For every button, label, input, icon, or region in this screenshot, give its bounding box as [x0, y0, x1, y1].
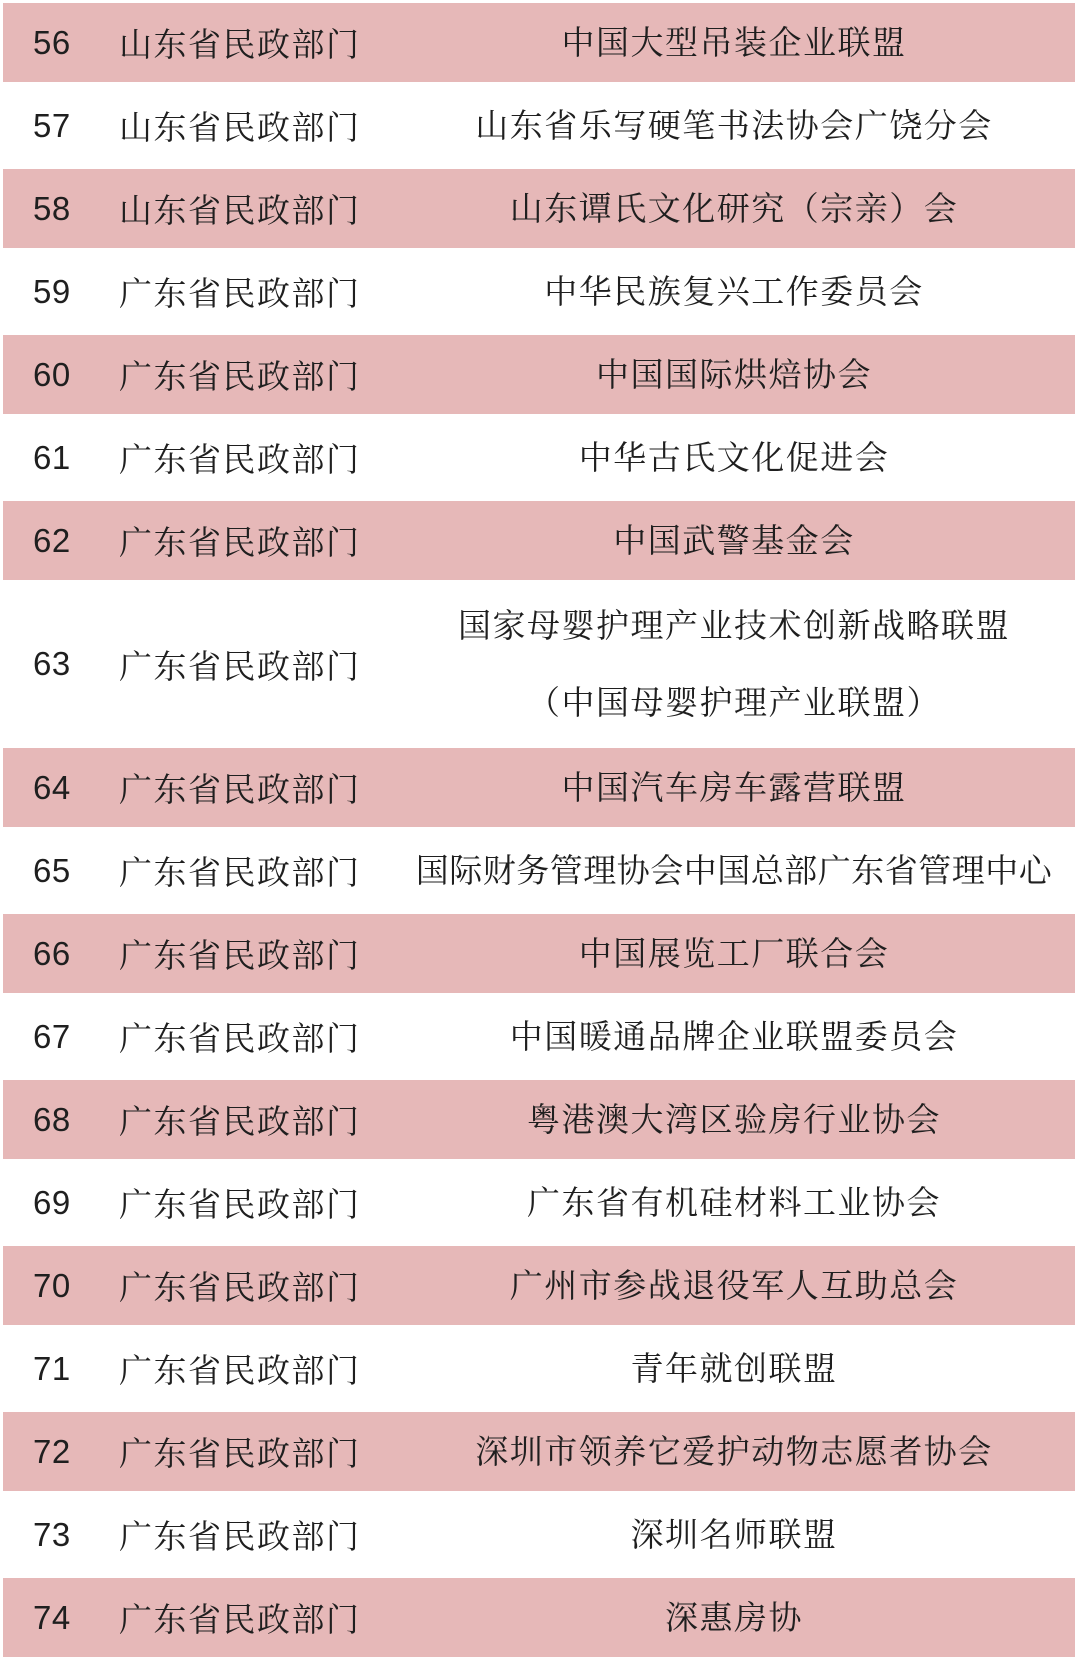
organization-name: 中国大型吊装企业联盟: [561, 23, 907, 62]
table-row: [3, 418, 1075, 497]
department-cell: 广东省民政部门: [119, 770, 361, 809]
organization-name: 山东谭氏文化研究（宗亲）会: [509, 189, 959, 228]
row-number: 71: [33, 1349, 71, 1387]
department-cell: 广东省民政部门: [119, 1268, 361, 1307]
organization-cell: [393, 998, 1075, 1075]
department-cell: 广东省民政部门: [119, 646, 361, 686]
organization-cell: [393, 749, 1075, 826]
organization-name: 中国暖通品牌企业联盟委员会: [509, 1017, 959, 1056]
organization-name: 广州市参战退役军人互助总会: [509, 1266, 959, 1305]
organization-name: 中华民族复兴工作委员会: [544, 272, 924, 311]
table-row: [3, 1163, 1075, 1242]
organization-name: 中国展览工厂联合会: [578, 934, 890, 973]
department-cell: 广东省民政部门: [119, 274, 361, 313]
organization-name: 国家母婴护理产业技术创新战略联盟: [458, 606, 1010, 645]
row-number: 64: [33, 768, 71, 806]
department-cell: 广东省民政部门: [119, 1434, 361, 1473]
table-row: [3, 3, 1075, 82]
department-cell: 山东省民政部门: [119, 108, 361, 147]
department-cell: 广东省民政部门: [119, 357, 361, 396]
row-number: 67: [33, 1017, 71, 1055]
organization-name: 深圳名师联盟: [630, 1515, 838, 1554]
organization-cell: [393, 4, 1075, 81]
organization-name: 深圳市领养它爱护动物志愿者协会: [475, 1432, 993, 1471]
organization-name: 中国汽车房车露营联盟: [561, 768, 907, 807]
organization-cell: [393, 1164, 1075, 1241]
table-row: [3, 748, 1075, 827]
row-number: 73: [33, 1515, 71, 1553]
organization-cell: [393, 253, 1075, 330]
organization-cell: [393, 587, 1075, 741]
row-number: 58: [33, 189, 71, 227]
organization-name: 深惠房协: [665, 1598, 803, 1637]
organization-name-subtitle: （中国母婴护理产业联盟）: [527, 683, 941, 722]
table-row: [3, 914, 1075, 993]
department-cell: 广东省民政部门: [119, 936, 361, 975]
organization-cell: [393, 502, 1075, 579]
row-number: 68: [33, 1100, 71, 1138]
organization-name: 粤港澳大湾区验房行业协会: [527, 1100, 941, 1139]
department-cell: 广东省民政部门: [119, 1185, 361, 1224]
organization-name: 山东省乐写硬笔书法协会广饶分会: [475, 106, 993, 145]
organization-name: 国际财务管理协会中国总部广东省管理中心: [415, 851, 1053, 890]
organization-cell: [393, 87, 1075, 164]
row-number: 62: [33, 521, 71, 559]
table-row: [3, 584, 1075, 744]
organization-name: 青年就创联盟: [630, 1349, 838, 1388]
table-row: [3, 1329, 1075, 1408]
row-number: 74: [33, 1598, 71, 1636]
table-row: [3, 169, 1075, 248]
organization-cell: [393, 1579, 1075, 1656]
organization-cell: [393, 419, 1075, 496]
department-cell: 广东省民政部门: [119, 853, 361, 892]
table-row: [3, 252, 1075, 331]
row-number: 65: [33, 851, 71, 889]
table-row: [3, 1578, 1075, 1657]
organization-cell: [393, 1496, 1075, 1573]
organization-cell: [393, 1247, 1075, 1324]
row-number: 56: [33, 23, 71, 61]
department-cell: 广东省民政部门: [119, 1517, 361, 1556]
organization-name: 中国国际烘焙协会: [596, 355, 872, 394]
department-cell: 广东省民政部门: [119, 523, 361, 562]
department-cell: 山东省民政部门: [119, 191, 361, 230]
table-row: [3, 335, 1075, 414]
department-cell: 山东省民政部门: [119, 25, 361, 64]
table-row: [3, 1246, 1075, 1325]
table-row: [3, 1412, 1075, 1491]
table-row: [3, 1495, 1075, 1574]
row-number: 70: [33, 1266, 71, 1304]
row-number: 72: [33, 1432, 71, 1470]
row-number: 66: [33, 934, 71, 972]
organization-cell: [393, 1081, 1075, 1158]
department-cell: 广东省民政部门: [119, 440, 361, 479]
organization-cell: [393, 832, 1075, 909]
department-cell: 广东省民政部门: [119, 1102, 361, 1141]
row-number: 63: [33, 645, 71, 682]
row-number: 60: [33, 355, 71, 393]
department-cell: 广东省民政部门: [119, 1019, 361, 1058]
organization-cell: [393, 170, 1075, 247]
organization-cell: [393, 336, 1075, 413]
table-row: [3, 997, 1075, 1076]
row-number: 61: [33, 438, 71, 476]
row-number: 69: [33, 1183, 71, 1221]
department-cell: 广东省民政部门: [119, 1600, 361, 1639]
table-row: [3, 501, 1075, 580]
table-row: [3, 831, 1075, 910]
table-row: [3, 86, 1075, 165]
organization-name: 广东省有机硅材料工业协会: [527, 1183, 941, 1222]
organization-cell: [393, 915, 1075, 992]
row-number: 57: [33, 106, 71, 144]
organization-cell: [393, 1330, 1075, 1407]
organization-name: 中华古氏文化促进会: [578, 438, 890, 477]
organization-name: 中国武警基金会: [613, 521, 855, 560]
organization-cell: [393, 1413, 1075, 1490]
department-cell: 广东省民政部门: [119, 1351, 361, 1390]
row-number: 59: [33, 272, 71, 310]
organization-table: [3, 3, 1075, 1661]
table-row: [3, 1080, 1075, 1159]
